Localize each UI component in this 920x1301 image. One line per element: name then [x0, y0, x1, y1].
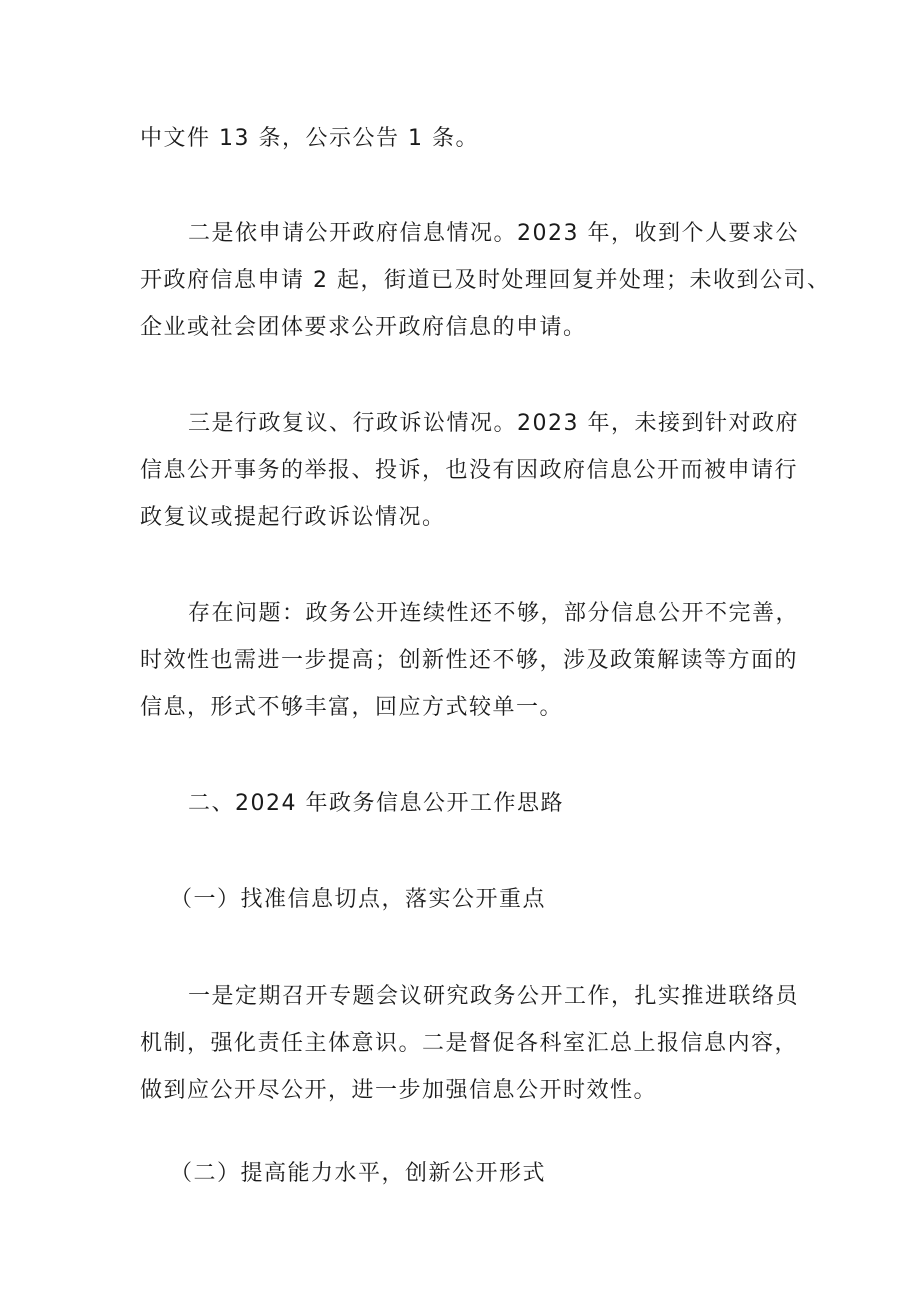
paragraph-application-line: 企业或社会团体要求公开政府信息的申请。 — [140, 315, 587, 340]
paragraph-review-line: 信息公开事务的举报、投诉，也没有因政府信息公开而被申请行 — [140, 458, 799, 483]
section-heading-2024: 二、2024 年政务信息公开工作思路 — [188, 791, 564, 816]
paragraph-problems-line: 信息，形式不够丰富，回应方式较单一。 — [140, 695, 564, 720]
paragraph-intro-line: 中文件 13 条，公示公告 1 条。 — [140, 126, 479, 151]
paragraph-problems-line: 时效性也需进一步提高；创新性还不够，涉及政策解读等方面的 — [140, 648, 799, 673]
paragraph-application-line: 开政府信息申请 2 起，街道已及时处理回复并处理；未收到公司、 — [140, 268, 831, 293]
paragraph-review-line: 三是行政复议、行政诉讼情况。2023 年，未接到针对政府 — [188, 411, 799, 436]
paragraph-measures-line: 机制，强化责任主体意识。二是督促各科室汇总上报信息内容， — [140, 1031, 799, 1056]
paragraph-measures-line: 做到应公开尽公开，进一步加强信息公开时效性。 — [140, 1078, 658, 1103]
paragraph-problems-line: 存在问题：政务公开连续性还不够，部分信息公开不完善， — [188, 601, 800, 626]
paragraph-application-line: 二是依申请公开政府信息情况。2023 年，收到个人要求公 — [188, 221, 799, 246]
paragraph-measures-line: 一是定期召开专题会议研究政务公开工作，扎实推进联络员 — [188, 984, 800, 1009]
subheading-one: （一）找准信息切点，落实公开重点 — [170, 887, 547, 912]
subheading-two: （二）提高能力水平，创新公开形式 — [170, 1161, 547, 1186]
paragraph-review-line: 政复议或提起行政诉讼情况。 — [140, 505, 446, 530]
